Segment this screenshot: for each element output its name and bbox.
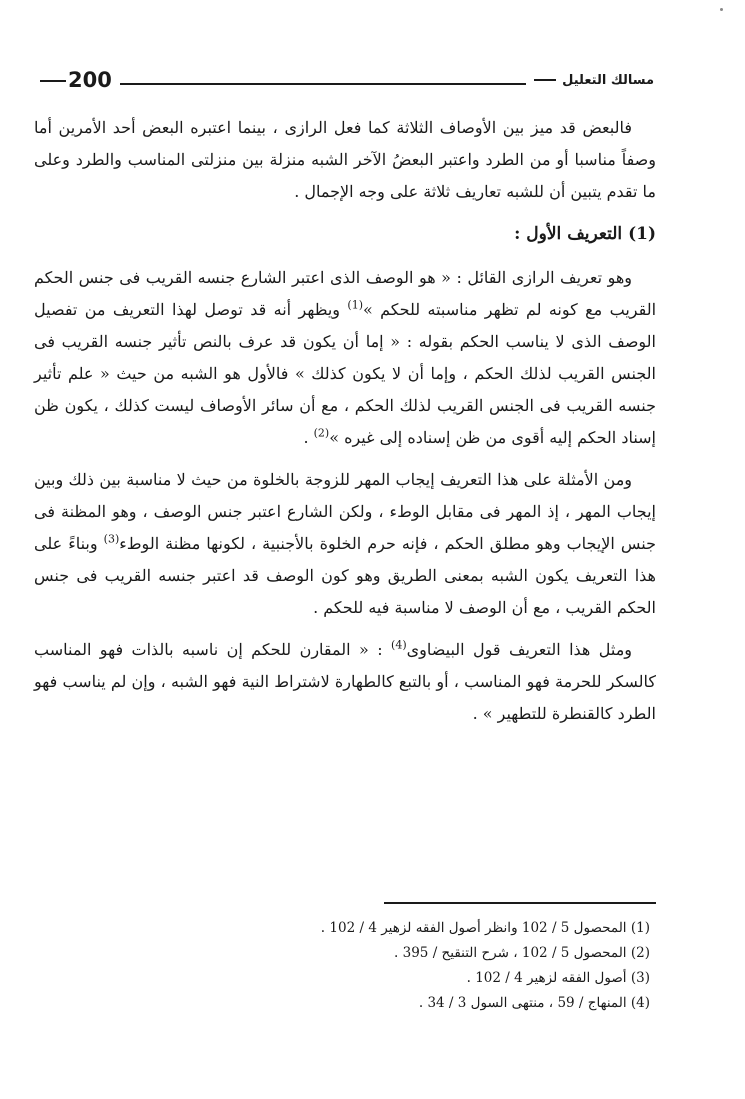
paragraph-razi-definition: وهو تعريف الرازى القائل : « هو الوصف الذى اعتبر الشارع جنسه القريب فى جنس الحكم القريب مع كونه لم تظهر مناسبته للحكم »$^{(1)}$ ويظهر أنه قد توصل لهذا التعريف من تفصيل الوصف الذى لا يناسب الحكم بقوله : « إما أن يكون قد عرف بالنص تأثير جنسه القريب فى الجنس القريب لذلك الحكم ، وإما أن لا يكون كذلك » فالأول هو الشبه من حيث « علم تأثير جنسه القريب فى الجنس القريب لذلك الحكم ، مع أن سائر الأوصاف ليست كذلك ، يكون ظن إسناد الحكم إليه أقوى من ظن إسناده إلى غيره »$^{(2)}$ . xyxy=(34,268,657,447)
footnote-mark-1: (1) xyxy=(347,298,363,312)
header-dash xyxy=(534,79,556,81)
paragraph-examples: ومن الأمثلة على هذا التعريف إيجاب المهر للزوجة بالخلوة من حيث لا مناسبة بين ذلك وبين إيجاب المهر ، إذ المهر فى مقابل الوطء ، ولكن الشارع اعتبر جنس الوصف ، وهو المظنة فى جنس الإيجاب وهو مطلق الحكم ، فإنه حرم الخلوة بالأجنبية ، لكونها مظنة الوطء$^{(3)}$ وبناءً على هذا التعريف يكون الشبه بمعنى الطريق وهو كون الوصف قد اعتبر جنسه القريب فى جنس الحكم القريب ، مع أن الوصف لا مناسبة فيه للحكم . xyxy=(34,470,656,617)
book-page xyxy=(34,60,656,1060)
footnote-mark-4: (4) xyxy=(391,638,407,652)
footnote-1: (1) المحصول 5 / 102 وانظر أصول الفقه لزهير 4 / 102 . xyxy=(320,920,650,936)
footnote-mark-2: (2) xyxy=(313,426,330,440)
paragraph-baydawi: ومثل هذا التعريف قول البيضاوى$^{(4)}$ : « المقارن للحكم إن ناسبه بالذات فهو المناسب كالسكر للحرمة فهو المناسب ، أو بالتبع كالطهارة لاشتراط النية فهو الشبه ، وإن لم يناسب فهو الطرد كالقنطرة للتطهير » . xyxy=(34,638,656,723)
body-text xyxy=(34,112,656,730)
footnote-2: (2) المحصول 5 / 102 ، شرح التنقيح / 395 . xyxy=(394,945,650,961)
footnote-rule xyxy=(384,902,656,904)
running-header xyxy=(34,60,656,100)
footnotes xyxy=(321,916,650,1016)
section-heading: (1) التعريف الأول : xyxy=(514,224,656,244)
scan-speck xyxy=(720,8,723,11)
page-number-dash xyxy=(40,80,66,82)
footnote-mark-3: (3) xyxy=(103,532,120,546)
header-rule xyxy=(120,83,526,85)
footnote-3: (3) أصول الفقه لزهير 4 / 102 . xyxy=(466,970,650,986)
page-number: 200 xyxy=(34,68,112,92)
chapter-title: مسالك التعليل xyxy=(534,73,656,88)
footnote-4: (4) المنهاج / 59 ، منتهى السول 3 / 34 . xyxy=(418,995,650,1011)
paragraph-intro: فالبعض قد ميز بين الأوصاف الثلاثة كما فعل الرازى ، بينما اعتبره البعض أحد الأمرين أما وصفاً مناسبا أو من الطرد واعتبر البعضُ الآخر الشبه منزلة بين منزلتى المناسب والطرد وعلى ما تقدم يتبين أن للشبه تعاريف ثلاثة على وجه الإجمال . xyxy=(34,118,656,201)
